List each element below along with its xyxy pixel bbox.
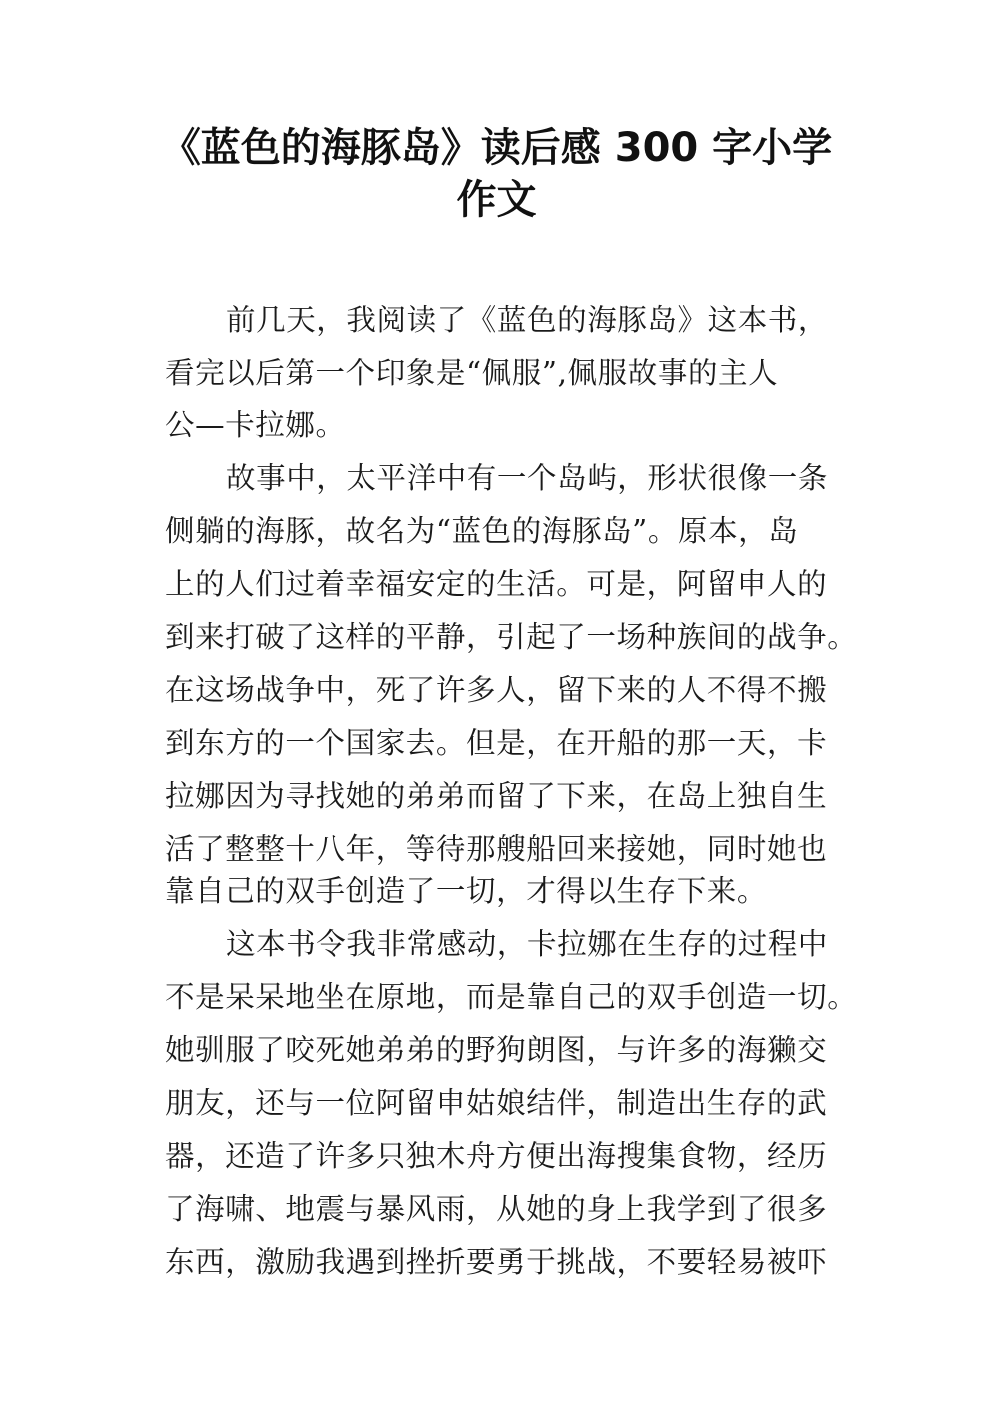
text-line: 在这场战争中，死了许多人，留下来的人不得不搬 [165,673,828,707]
text-line: 看完以后第一个印象是“佩服”,佩服故事的主人 [165,356,779,390]
text-line: 故事中，太平洋中有一个岛屿，形状很像一条 [226,461,829,495]
text-line: 了海啸、地震与暴风雨，从她的身上我学到了很多 [165,1192,828,1226]
text-line: 这本书令我非常感动，卡拉娜在生存的过程中 [226,927,829,961]
text-line: 上的人们过着幸福安定的生活。可是，阿留申人的 [165,567,828,601]
text-line: 东西，激励我遇到挫折要勇于挑战，不要轻易被吓 [165,1245,828,1279]
text-line: 拉娜因为寻找她的弟弟而留了下来，在岛上独自生 [165,779,828,813]
document-title [150,122,843,226]
text-line: 到来打破了这样的平静，引起了一场种族间的战争。 [165,620,858,654]
text-line: 公—卡拉娜。 [165,408,346,442]
text-line: 侧躺的海豚，故名为“蓝色的海豚岛”。原本，岛 [165,514,799,548]
text-line: 器，还造了许多只独木舟方便出海搜集食物，经历 [165,1139,828,1173]
text-line: 不是呆呆地坐在原地，而是靠自己的双手创造一切。 [165,980,858,1014]
text-line: 前几天，我阅读了《蓝色的海豚岛》这本书， [226,303,829,337]
text-line: 朋友，还与一位阿留申姑娘结伴，制造出生存的武 [165,1086,828,1120]
title-line-1: 《蓝色的海豚岛》读后感 300 字小学 [160,125,833,171]
title-line-2: 作文 [456,177,537,223]
text-line: 她驯服了咬死她弟弟的野狗朗图，与许多的海獭交 [165,1033,828,1067]
text-line: 活了整整十八年，等待那艘船回来接她，同时她也 [165,832,828,866]
text-line: 靠自己的双手创造了一切，才得以生存下来。 [165,874,768,908]
text-line: 到东方的一个国家去。但是，在开船的那一天，卡 [165,726,828,760]
